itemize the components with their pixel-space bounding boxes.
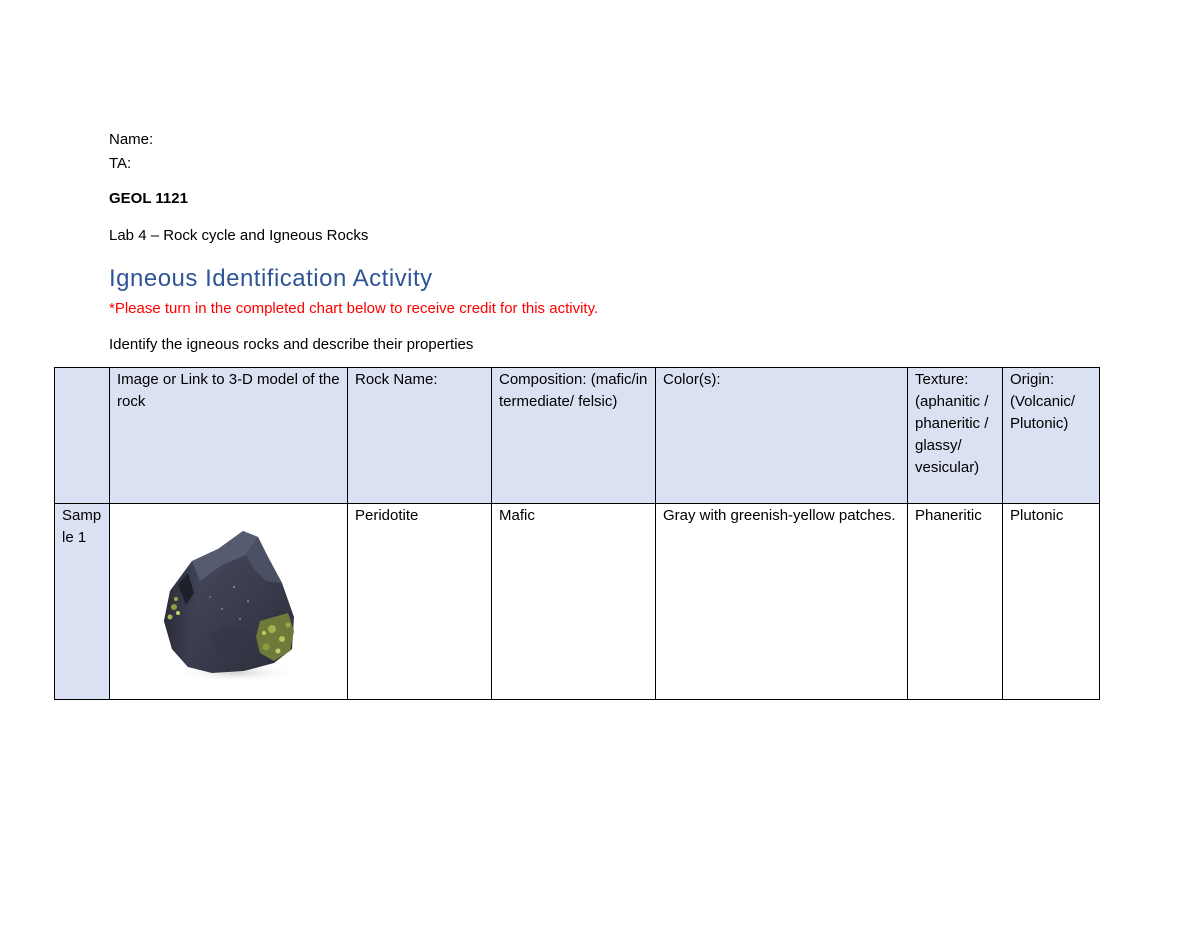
texture-cell: Phaneritic: [908, 504, 1003, 700]
table-row: [55, 504, 1100, 700]
header-cell-rock-name: Rock Name:: [348, 368, 492, 504]
header-cell-origin: Origin: (Volcanic/ Plutonic): [1003, 368, 1100, 504]
composition-cell: Mafic: [492, 504, 656, 700]
submission-note: *Please turn in the completed chart below to receive credit for this activity.: [109, 300, 599, 317]
rock-image-cell: [110, 504, 348, 700]
lab-title: Lab 4 – Rock cycle and Igneous Rocks: [109, 227, 369, 244]
colors-cell: Gray with greenish-yellow patches.: [656, 504, 908, 700]
peridotite-rock-image: [148, 521, 308, 689]
header-cell-texture: Texture: (aphanitic / phaneritic / glassy/ vesicular): [908, 368, 1003, 504]
header-cell-blank: [55, 368, 110, 504]
header-cell-image: Image or Link to 3-D model of the rock: [110, 368, 348, 504]
activity-title: Igneous Identification Activity: [109, 265, 433, 292]
course-code: GEOL 1121: [109, 190, 188, 207]
rock-identification-table: [54, 367, 1100, 700]
rock-name-cell: Peridotite: [348, 504, 492, 700]
ta-label: TA:: [109, 155, 132, 172]
header-cell-composition: Composition: (mafic/intermediate/ felsic): [492, 368, 656, 504]
activity-instruction: Identify the igneous rocks and describe their properties: [109, 336, 474, 353]
name-label: Name:: [109, 131, 154, 148]
sample-label-cell: Sample 1: [55, 504, 110, 700]
origin-cell: Plutonic: [1003, 504, 1100, 700]
header-cell-colors: Color(s):: [656, 368, 908, 504]
table-header-row: [55, 368, 1100, 504]
